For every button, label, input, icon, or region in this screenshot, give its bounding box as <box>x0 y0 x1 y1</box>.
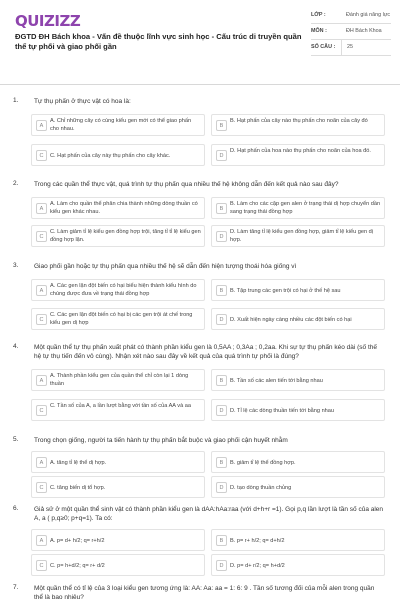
option-text: A. Thành phần kiểu gen của quần thể chỉ còn lại 1 dòng thuần <box>50 373 189 387</box>
option-c[interactable] <box>31 144 205 166</box>
question-text: Một quần thể có tỉ lệ của 3 loại kiểu gen tương ứng là: AA: Aa: aa = 1: 6: 9 . Tần số tương đối của mỗi alen trong quần thể là bao nhiêu? <box>34 585 375 600</box>
option-d[interactable] <box>211 225 385 247</box>
option-letter: D <box>216 405 227 416</box>
question-text: Một quần thể tự thụ phấn xuất phát có thành phần kiểu gen là 0,5AA ; 0,3Aa ; 0,2aa. Khi sự tự thụ phấn kéo dài (số thế hệ tự thụ tiến đến vô cùng). Nhận xét nào sau đây về kết quả của quá trình tự phối là đúng? <box>34 344 377 360</box>
option-b[interactable] <box>211 197 385 219</box>
option-text: C. tăng biến dị tổ hợp. <box>50 484 106 491</box>
option-b[interactable] <box>211 114 385 136</box>
option-text: D. Hạt phấn của hoa nào thụ phấn cho noãn của hoa đó. <box>230 148 371 154</box>
option-letter: A <box>36 375 47 386</box>
option-text: A. Các gen lặn đột biến có hại biểu hiện thành kiểu hình do chúng được đưa về trạng thái đồng hợp <box>50 283 197 297</box>
question-number: 4. <box>13 343 19 350</box>
question-number: 7. <box>13 584 19 591</box>
meta-row-class <box>311 8 391 24</box>
option-letter: B <box>216 120 227 131</box>
option-letter: C <box>36 231 47 242</box>
option-c[interactable] <box>31 225 205 247</box>
question-text: Trong các quần thể thực vật, quá trình tự thụ phấn qua nhiều thế hệ không dẫn đến kết quả nào sau đây? <box>34 181 339 188</box>
option-b[interactable] <box>211 369 385 391</box>
option-letter: D <box>216 560 227 571</box>
option-letter: B <box>216 285 227 296</box>
option-letter: D <box>216 482 227 493</box>
option-text: C. Hạt phấn của cây này thụ phấn cho cây khác. <box>50 152 171 159</box>
document-title: ĐGTD ĐH Bách khoa - Vấn đề thuộc lĩnh vực sinh học - Cấu trúc di truyền quần thể tự phối và giao phối gần <box>15 32 302 51</box>
option-text: B. Tần số các alen tiến tới bằng nhau <box>230 377 323 384</box>
meta-row-count <box>311 40 391 56</box>
subject-value: ĐH Bách Khoa <box>346 28 382 34</box>
option-d[interactable] <box>211 476 385 498</box>
option-a[interactable] <box>31 114 205 136</box>
option-letter: A <box>36 457 47 468</box>
option-letter: D <box>216 231 227 242</box>
option-text: C. p= h+d/2; q= r+ d/2 <box>50 562 105 569</box>
quizizz-logo: QUIZIZZ <box>15 12 81 30</box>
option-letter: B <box>216 535 227 546</box>
option-d[interactable] <box>211 399 385 421</box>
option-text: B. p= r+ h/2; q= d+h/2 <box>230 537 285 544</box>
option-text: A. Chỉ những cây có cùng kiểu gen mới có thể giao phấn cho nhau. <box>50 118 192 132</box>
option-text: D. Làm tăng tỉ lệ kiểu gen đồng hợp, giảm tỉ lệ kiểu gen dị hợp. <box>230 229 373 243</box>
option-letter: A <box>36 120 47 131</box>
option-c[interactable] <box>31 554 205 576</box>
option-letter: A <box>36 285 47 296</box>
option-b[interactable] <box>211 279 385 301</box>
option-letter: C <box>36 482 47 493</box>
meta-table <box>311 8 391 56</box>
option-d[interactable] <box>211 144 385 166</box>
option-text: D. p= d+ r/2; q= h+d/2 <box>230 562 285 569</box>
option-letter: D <box>216 314 227 325</box>
header-divider <box>0 84 400 85</box>
option-text: C. Làm giảm tỉ lệ kiểu gen đồng hợp trội, tăng tỉ tỉ lệ kiểu gen đồng hợp lặn. <box>50 229 201 243</box>
option-text: B. Hạt phấn của cây nào thụ phấn cho noãn của cây đó <box>230 118 368 124</box>
option-a[interactable] <box>31 369 205 391</box>
question-number: 3. <box>13 262 19 269</box>
option-letter: C <box>36 314 47 325</box>
question-text: Tự thụ phấn ở thực vật có hoa là: <box>34 98 131 105</box>
meta-row-subject <box>311 24 391 40</box>
page-header <box>0 0 400 82</box>
option-letter: C <box>36 150 47 161</box>
option-b[interactable] <box>211 451 385 473</box>
option-letter: B <box>216 457 227 468</box>
option-d[interactable] <box>211 554 385 576</box>
option-a[interactable] <box>31 279 205 301</box>
question-number: 2. <box>13 180 19 187</box>
option-letter: A <box>36 535 47 546</box>
option-text: D. tạo dòng thuần chủng <box>230 484 292 491</box>
option-b[interactable] <box>211 529 385 551</box>
option-text: B. Làm cho các cặp gen alen ở trạng thái dị hợp chuyển dần sang trạng thái đồng hợp <box>230 201 381 215</box>
option-a[interactable] <box>31 451 205 473</box>
question-text: Giao phối gần hoặc tự thụ phấn qua nhiều thế hệ sẽ dẫn đến hiện tượng thoái hóa giống vì <box>34 263 297 270</box>
question-text: Giả sử ở một quần thể sinh vật có thành phần kiểu gen là dAA:hAa:raa (với d+h+r =1). Gọi p,q lần lượt là tần số của alen A, a ( p,q≥0; p+q=1). Ta có: <box>34 506 384 522</box>
option-text: D. Xuất hiện ngày càng nhiều các đột biến có hại <box>230 316 352 323</box>
option-c[interactable] <box>31 399 205 421</box>
option-letter: C <box>36 405 47 416</box>
option-c[interactable] <box>31 476 205 498</box>
option-a[interactable] <box>31 529 205 551</box>
option-text: A. p= d+ h/2; q= r+h/2 <box>50 537 105 544</box>
class-label: LỚP : <box>311 12 326 18</box>
option-letter: A <box>36 203 47 214</box>
question-text: Trong chọn giống, người ta tiến hành tự thụ phấn bắt buộc và giao phối cận huyết nhằm <box>34 437 288 444</box>
question-number: 5. <box>13 436 19 443</box>
question-number: 1. <box>13 97 19 104</box>
option-d[interactable] <box>211 308 385 330</box>
option-text: B. Tập trung các gen trội có hại ở thế hệ sau <box>230 287 341 294</box>
option-c[interactable] <box>31 308 205 330</box>
option-letter: C <box>36 560 47 571</box>
subject-label: MÔN : <box>311 28 327 34</box>
option-text: C. Tần số của A, a lần lượt bằng với tần số của AA và aa <box>50 403 191 409</box>
count-value: 25 <box>341 40 391 55</box>
option-a[interactable] <box>31 197 205 219</box>
option-text: A. Làm cho quần thể phân chia thành những dòng thuần có kiểu gen khác nhau. <box>50 201 198 215</box>
option-text: B. giảm tỉ lệ thể đồng hợp. <box>230 459 296 466</box>
option-letter: B <box>216 375 227 386</box>
option-text: A. tăng tỉ lệ thể dị hợp. <box>50 459 107 466</box>
option-letter: B <box>216 203 227 214</box>
option-letter: D <box>216 150 227 161</box>
option-text: D. Tỉ lệ các dòng thuần tiến tới bằng nhau <box>230 407 335 414</box>
class-value: Đánh giá năng lực <box>346 12 391 18</box>
count-label: SỐ CÂU : <box>311 44 336 50</box>
option-text: C. Các gen lặn đột biến có hại bị các gen trội át chế trong kiểu gen dị hợp <box>50 312 193 326</box>
question-number: 6. <box>13 505 19 512</box>
